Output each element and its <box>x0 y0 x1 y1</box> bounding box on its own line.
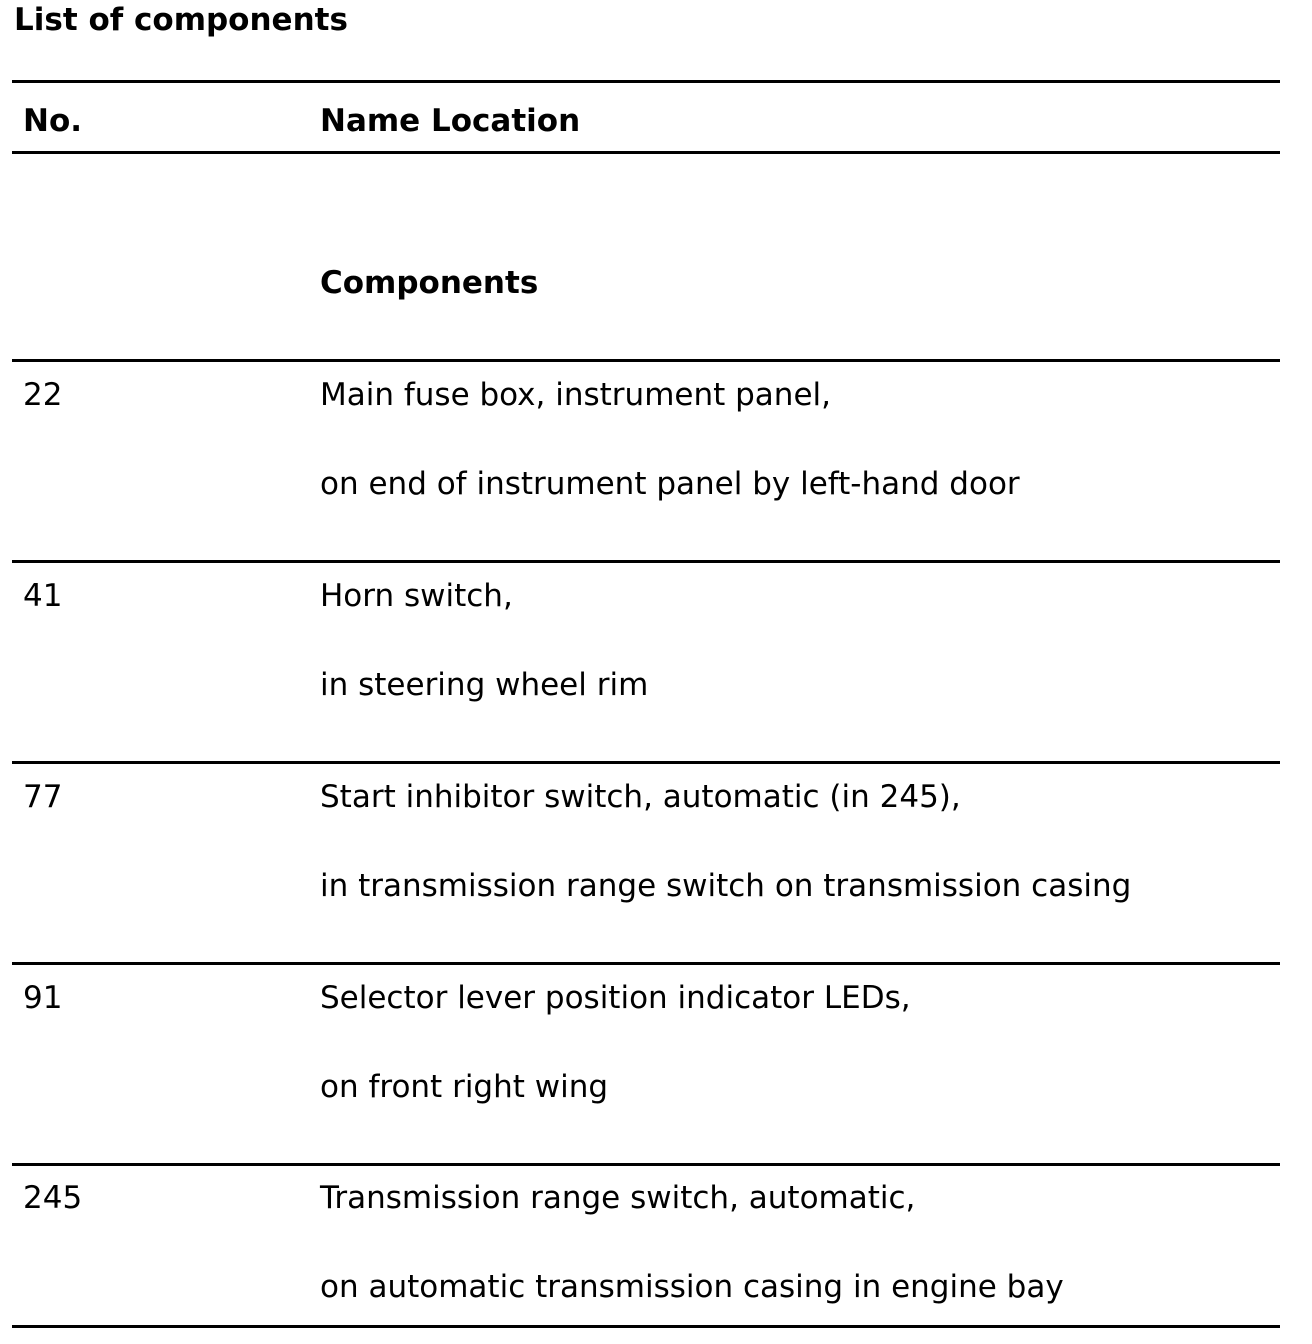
section-rule <box>12 359 1280 362</box>
row-divider <box>12 1163 1280 1166</box>
row-location: in transmission range switch on transmission casing <box>320 868 1132 904</box>
document-title: List of components <box>14 2 348 38</box>
row-number: 77 <box>23 779 63 815</box>
row-number: 91 <box>23 980 63 1016</box>
row-divider <box>12 962 1280 965</box>
header-rule <box>12 151 1280 154</box>
table-top-rule <box>12 80 1280 83</box>
row-divider <box>12 761 1280 764</box>
row-name: Horn switch, <box>320 578 513 614</box>
row-number: 245 <box>23 1180 83 1216</box>
table-bottom-rule <box>12 1325 1280 1328</box>
row-number: 22 <box>23 377 63 413</box>
header-no: No. <box>23 103 83 139</box>
row-name: Main fuse box, instrument panel, <box>320 377 831 413</box>
row-location: on front right wing <box>320 1069 609 1105</box>
row-location: on automatic transmission casing in engine bay <box>320 1269 1064 1305</box>
row-name: Selector lever position indicator LEDs, <box>320 980 911 1016</box>
row-name: Start inhibitor switch, automatic (in 245), <box>320 779 961 815</box>
section-heading: Components <box>320 265 539 301</box>
row-location: in steering wheel rim <box>320 667 649 703</box>
row-number: 41 <box>23 578 63 614</box>
row-divider <box>12 560 1280 563</box>
header-name-location: Name Location <box>320 103 581 139</box>
row-location: on end of instrument panel by left-hand door <box>320 466 1020 502</box>
row-name: Transmission range switch, automatic, <box>320 1180 916 1216</box>
